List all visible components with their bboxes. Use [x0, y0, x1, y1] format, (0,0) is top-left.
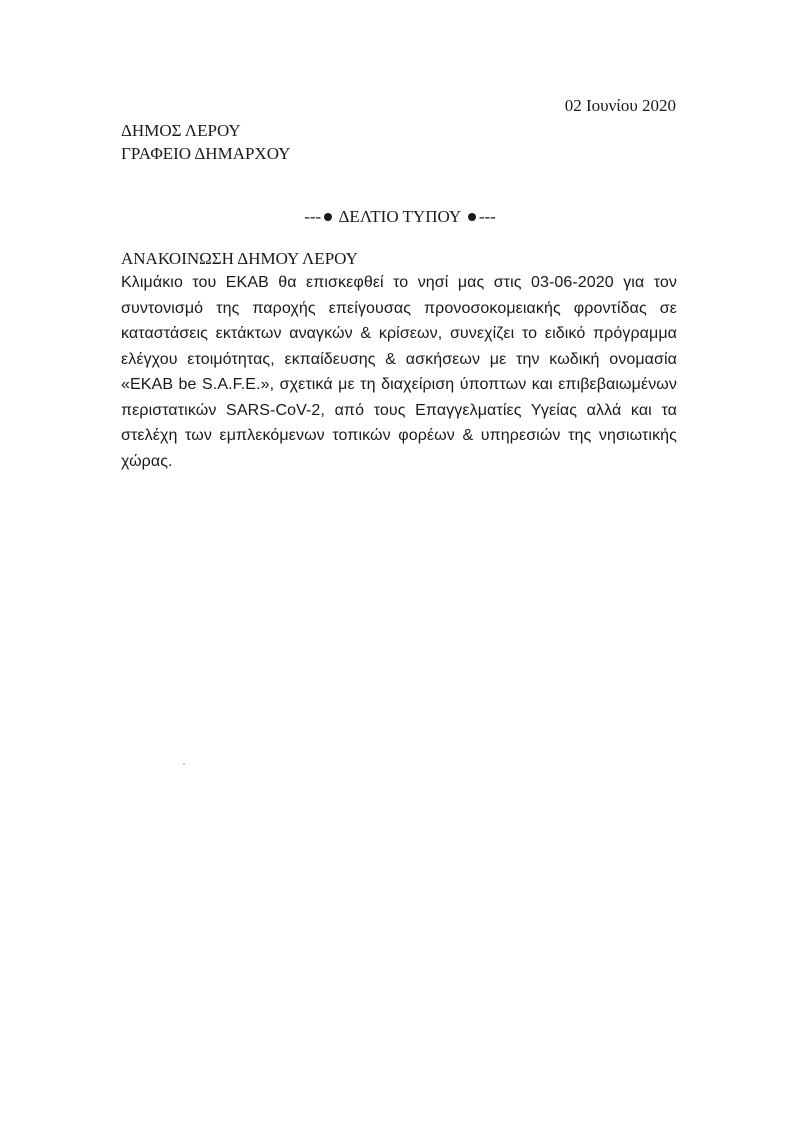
bullet-icon — [468, 213, 476, 221]
document-date: 02 Ιουνίου 2020 — [564, 96, 676, 115]
press-release-title — [0, 206, 800, 228]
scan-speck — [183, 763, 185, 765]
organization-office: ΓΡΑΦΕΙΟ ΔΗΜΑΡΧΟΥ — [121, 144, 291, 163]
right-dashes: --- — [478, 207, 496, 226]
left-dashes: --- — [304, 207, 322, 226]
press-release-label: ΔΕΛΤΙΟ ΤΥΠΟΥ — [338, 207, 461, 226]
bullet-icon — [324, 213, 332, 221]
announcement-heading: ΑΝΑΚΟΙΝΩΣΗ ΔΗΜΟΥ ΛΕΡΟΥ — [121, 249, 358, 268]
announcement-body: Κλιμάκιο του ΕΚΑΒ θα επισκεφθεί το νησί μας στις 03-06-2020 για τον συντονισμό της παροχής επείγουσας προνοσοκομειακής φροντίδας σε καταστάσεις εκτάκτων αναγκών & κρίσεων, συνεχίζει το ειδικό πρόγραμμα ελέγχου ετοιμότητας, εκπαίδευσης & ασκήσεων με την κωδική ονομασία «ΕΚΑΒ be S.A.F.E.», σχετικά με τη διαχείριση ύποπτων και επιβεβαιωμένων περιστατικών SARS-CoV-2, από τους Επαγγελματίες Υγείας αλλά και τα στελέχη των εμπλεκόμενων τοπικών φορέων & υπηρεσιών της νησιωτικής χώρας. — [121, 274, 677, 470]
organization-name: ΔΗΜΟΣ ΛΕΡΟΥ — [121, 121, 241, 140]
organization-header — [121, 119, 290, 165]
